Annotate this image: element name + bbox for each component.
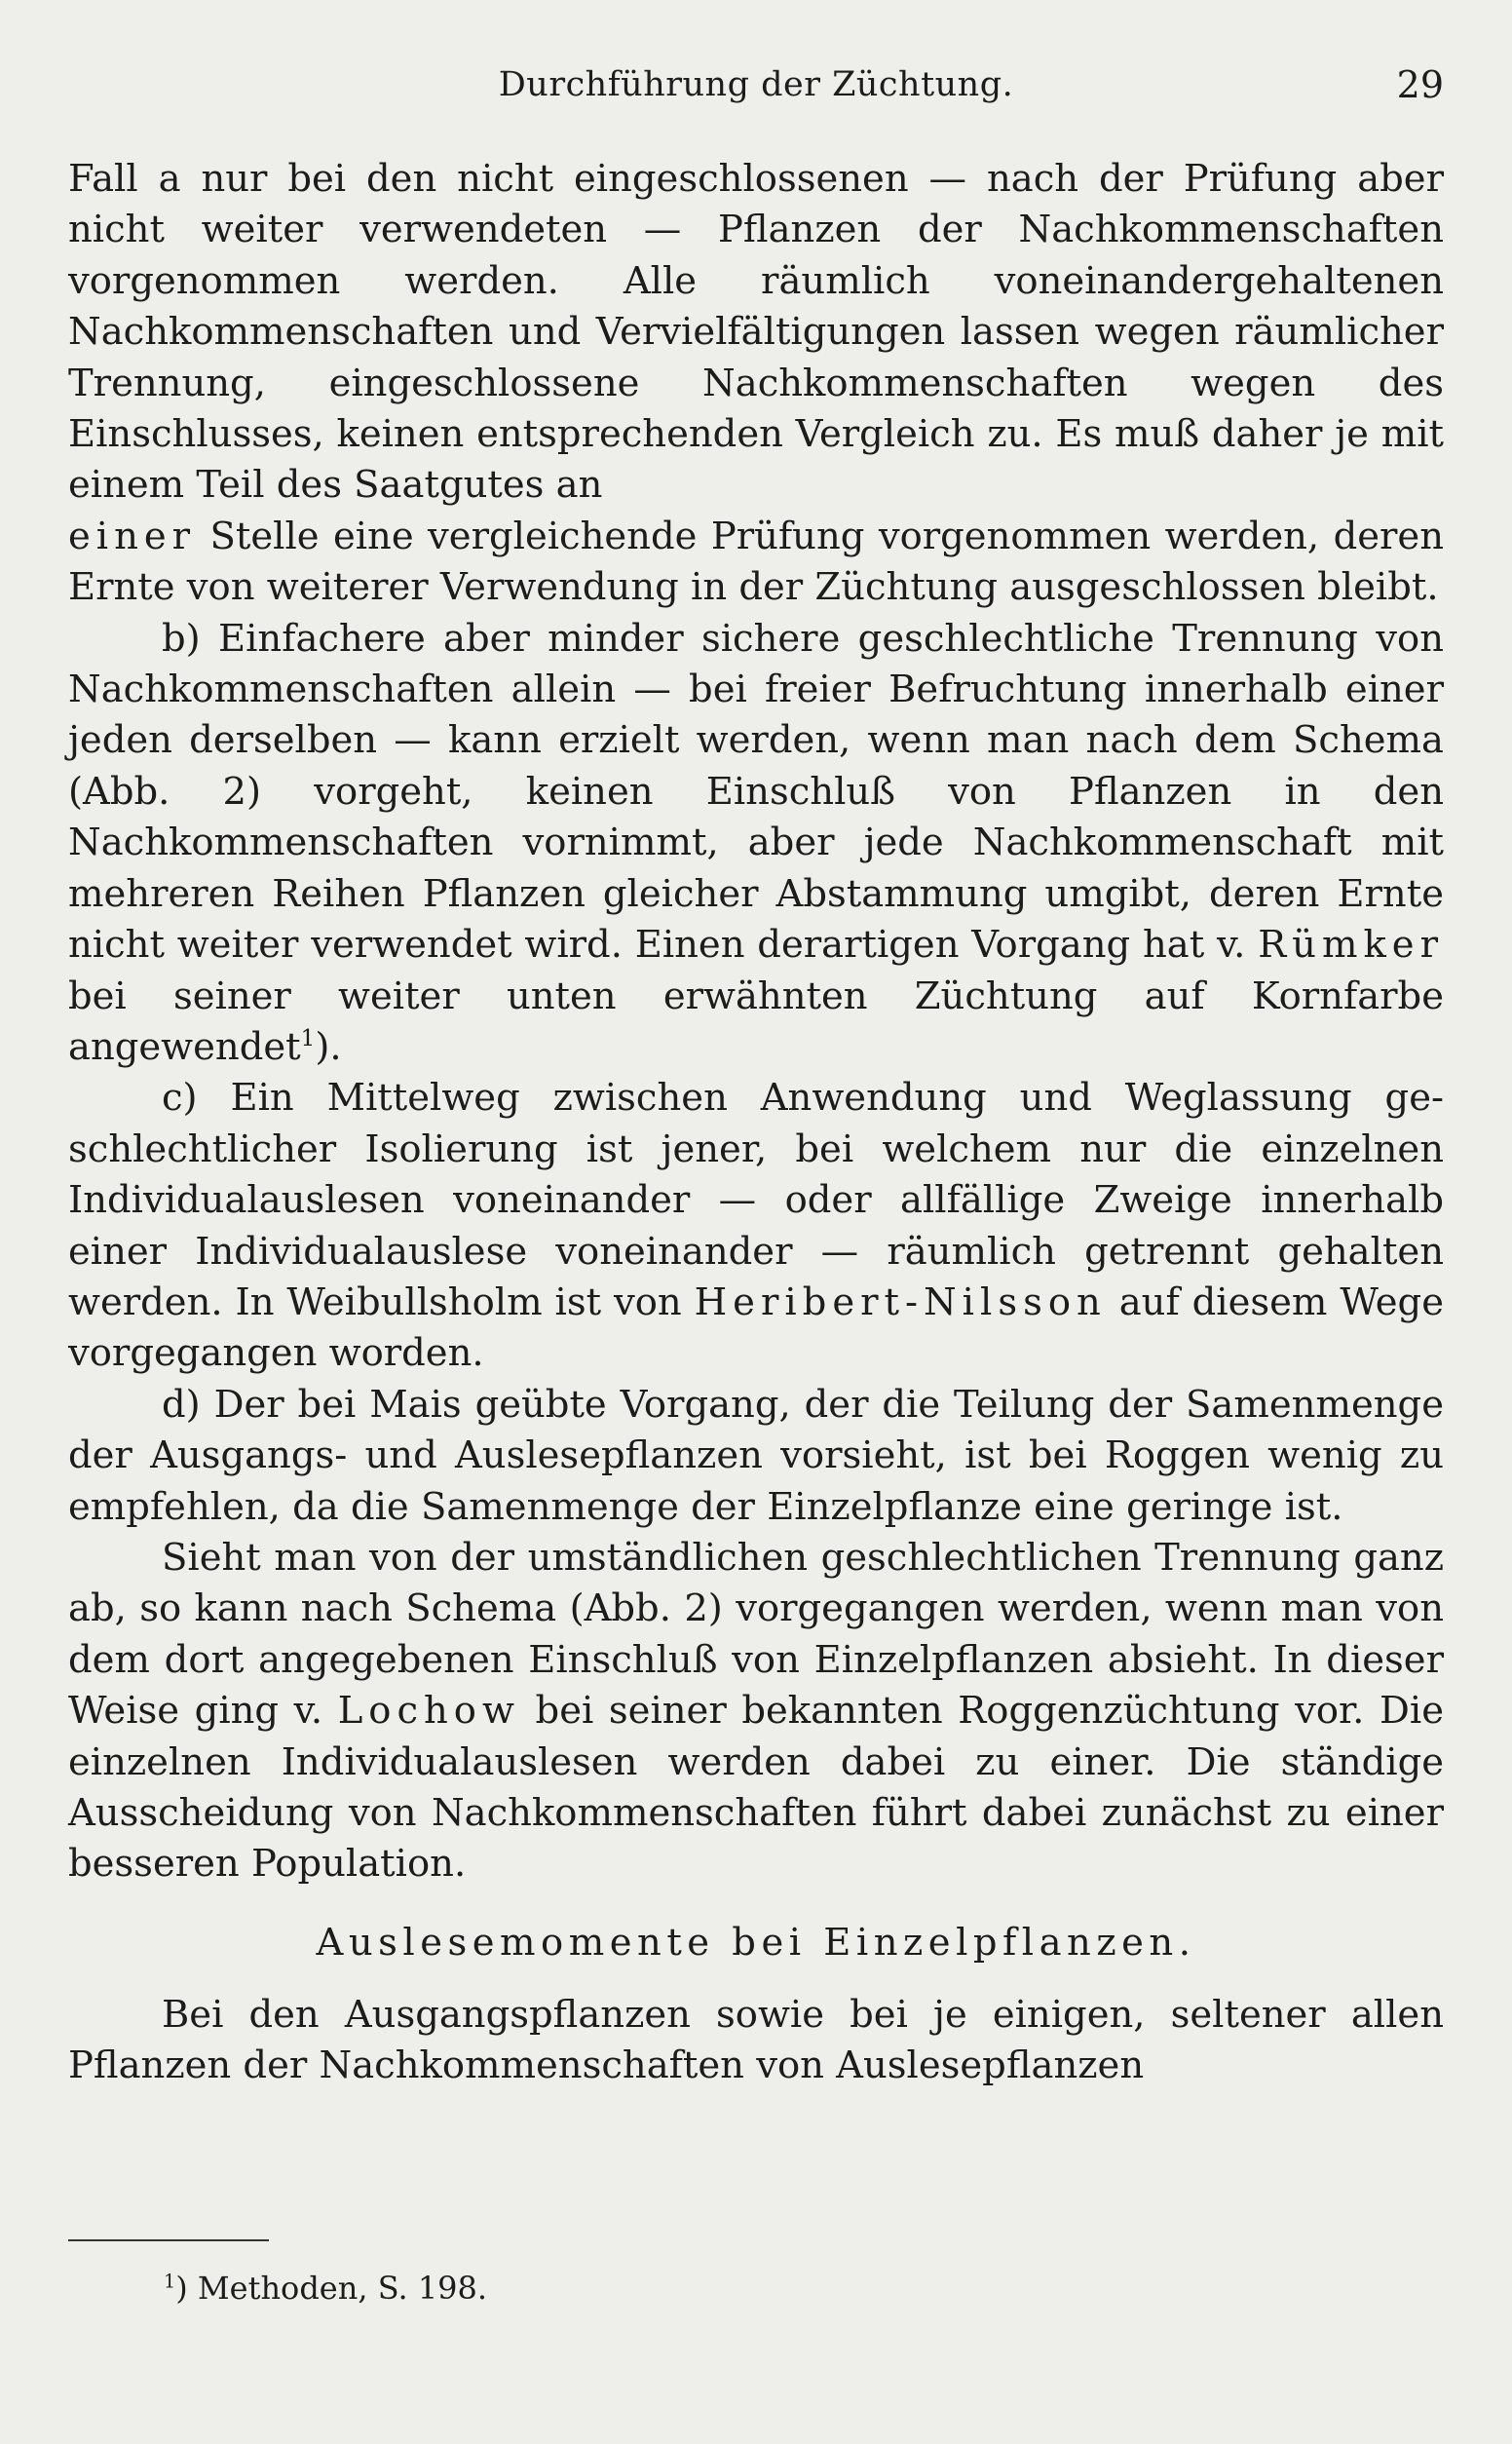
paragraph-c [68,1073,1444,1379]
footnote-divider [68,2239,269,2241]
paragraph-text: c) Ein Mittelweg zwischen Anwendung und Weglassung geschlechtlicher Isolierung ist jener, bei welchem nur die einzelnen Individualauslesen voneinander — oder allfällige Zweige innerhalb einer Individualauslese voneinander — räumlich getrennt gehalten werden. In Weibullsholm ist von [68,1076,1444,1324]
page-header [68,60,1444,109]
paragraph-text: auf diesem Wege vorgegangen worden. [68,1279,1444,1376]
footnote [164,2267,487,2310]
paragraph-a-continuation [68,154,1444,614]
paragraph-text: Stelle eine vergleichende Prüfung vorgenommen werden, deren Ernte von weiterer Verwendung in der Züchtung ausgeschlossen bleibt. [68,514,1444,610]
paragraph-text: bei seiner bekannten Roggenzüchtung vor. Die einzelnen Individualauslesen werden dabei zu einer. Die ständige Ausscheidung von Nachkommenschaften führt dabei zunächst zu einer besseren Population. [68,1689,1444,1887]
paragraph-text: b) Einfachere aber minder sichere geschlechtliche Trennung von Nachkommenschaften allein — bei freier Befruchtung innerhalb einer jeden derselben — kann erzielt werden, wenn man nach dem Schema (Abb. 2) vorgeht, keinen Einschluß von Pflanzen in den Nachkommenschaften vornimmt, aber jede Nachkommenschaft mit mehreren Reihen Pflanzen gleicher Abstammung umgibt, deren Ernte nicht weiter verwendet wird. Einen derartigen Vorgang hat v. [68,616,1444,968]
paragraph-summary [68,1533,1444,1890]
paragraph-selection [68,1990,1444,2092]
footnote-reference[interactable]: 1 [300,1026,316,1052]
emphasis-text: Lochow [337,1689,520,1734]
paragraph-text: ). [315,1024,342,1069]
footnote-text: ) Methoden, S. 198. [175,2270,488,2307]
emphasis-text: Rümker [1258,923,1444,968]
page-number: 29 [1396,63,1444,106]
paragraph-text: d) Der bei Mais geübte Vorgang, der die Teilung der Samenmenge der Ausgangs- und Auslesepflanzen vorsieht, ist bei Roggen wenig zu empfehlen, da die Samenmenge der Einzelpflanze eine geringe ist. [68,1382,1444,1529]
paragraph-text: Bei den Ausgangspflanzen sowie bei je einigen, seltener allen Pflanzen der Nachkommenschaften von Auslesepflanzen [68,1992,1444,2088]
paragraph-b [68,614,1444,1074]
emphasis-text: einer [68,514,197,558]
paragraph-text: Sieht man von der umständlichen geschlechtlichen Trennung ganz ab, so kann nach Schema (Abb. 2) vorgegangen werden, wenn man von dem dort angegebenen Einschluß von Einzelpflanzen absieht. In dieser Weise ging v. [68,1535,1444,1734]
running-title: Durchführung der Züchtung. [498,65,1014,104]
section-heading: Auslesemomente bei Einzelpflanzen. [316,1920,1196,1965]
emphasis-text: Heribert-Nilsson [694,1279,1107,1324]
footnote-mark: 1 [164,2270,176,2293]
paragraph-text: bei seiner weiter unten erwähnten Züchtung auf Kornfarbe angewendet [68,974,1444,1069]
paragraph-d [68,1380,1444,1533]
body-text [68,154,1444,2092]
paragraph-text: Fall a nur bei den nicht eingeschlossenen — nach der Prüfung aber nicht weiter verwendeten — Pflanzen der Nachkommenschaften vorgenommen werden. Alle räumlich voneinandergehaltenen Nachkommenschaften und Vervielfältigungen lassen wegen räumlicher Trennung, eingeschlossene Nachkommenschaften wegen des Einschlusses, keinen entsprechenden Vergleich zu. Es muß daher je mit einem Teil des Saatgutes an [68,157,1444,508]
